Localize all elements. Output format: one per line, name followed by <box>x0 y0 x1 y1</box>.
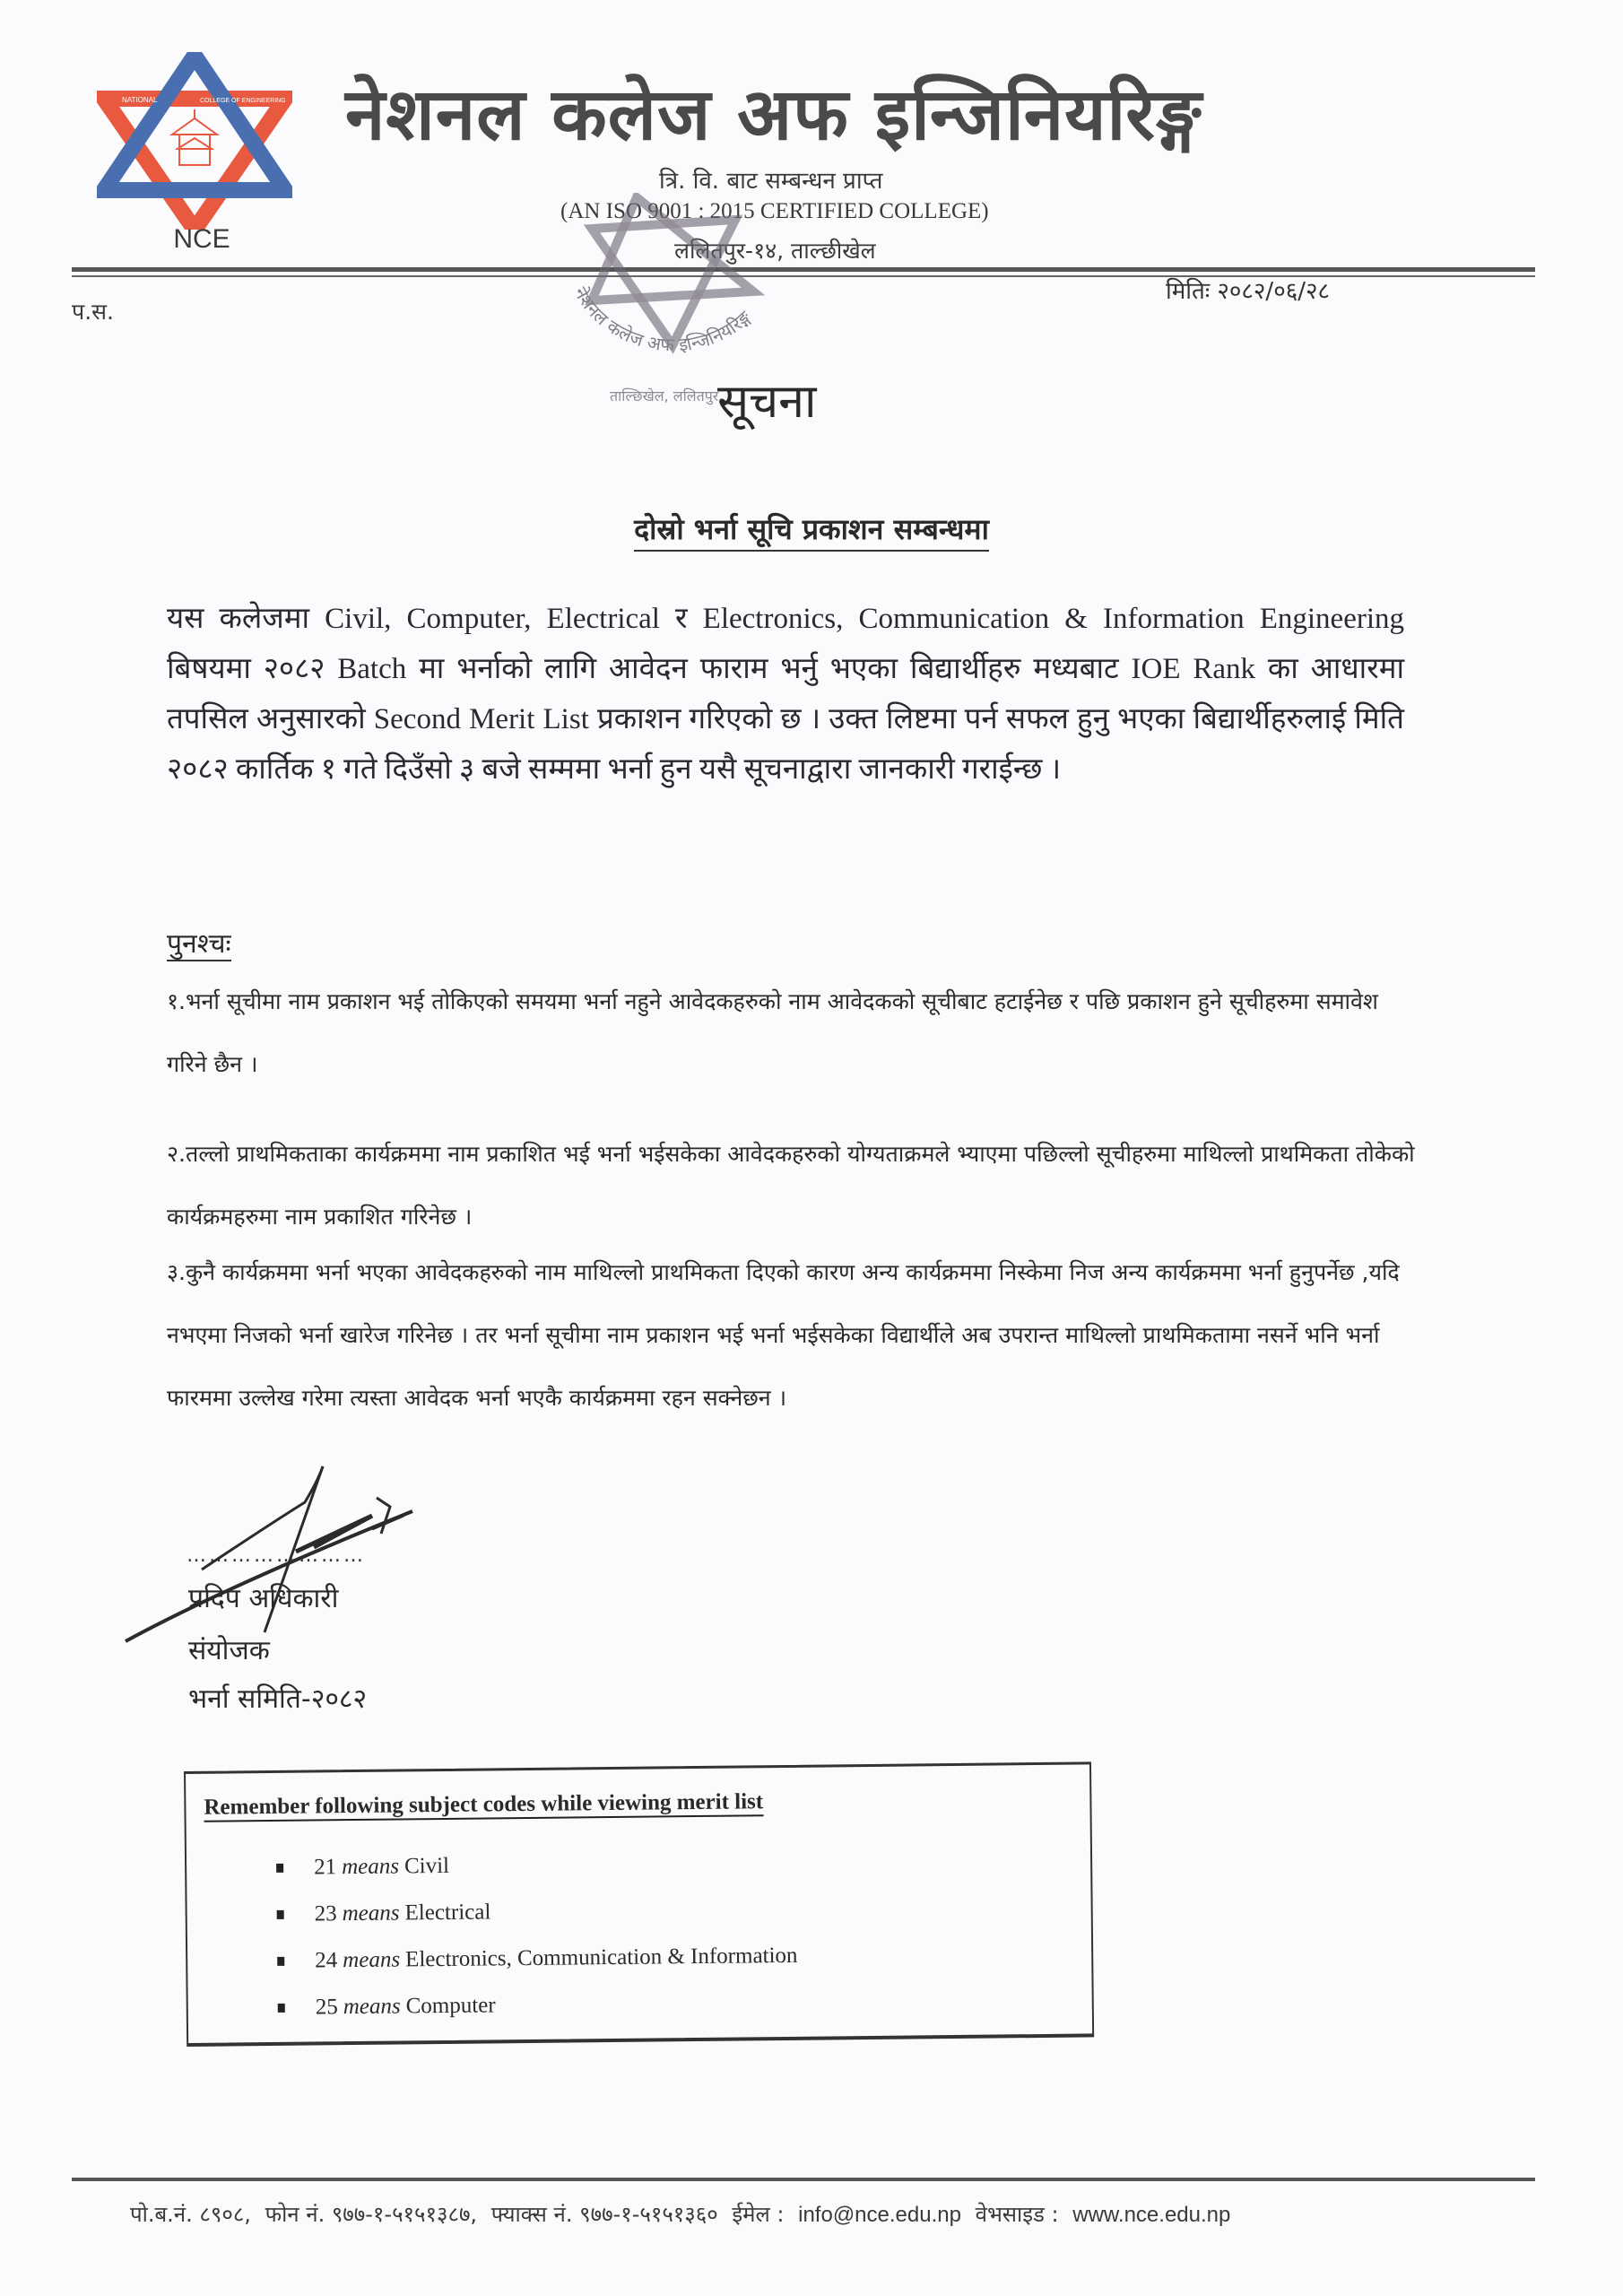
signature-line: …………………… <box>187 1544 366 1567</box>
website-label: वेभसाइड : <box>975 2202 1059 2227</box>
subject-code: 24 <box>315 1948 338 1973</box>
means-connector: means <box>341 1854 400 1880</box>
square-bullet-icon <box>277 1957 284 1966</box>
postscript-item: ३.कुनै कार्यक्रममा भर्ना भएका आवेदकहरुको नाम माथिल्लो प्राथमिकता दिएको कारण अन्य कार्यक्रममा निस्केमा निज अन्य कार्यक्रममा भर्ना हुनुपर्नेछ ,यदि नभएमा निजको भर्ना खारेज गरिनेछ । तर भर्ना सूचीमा नाम प्रकाशन भई भर्ना भईसकेका विद्यार्थीले अब उपरान्त माथिल्लो प्राथमिकतामा नसर्ने भनि भर्ना फारममा उल्लेख गरेमा त्यस्ता आवेदक भर्ना भएकै कार्यक्रममा रहन सक्नेछन । <box>167 1259 1400 1411</box>
stamp-text-inner: ताल्छिखेल, ललितपुर <box>610 387 719 404</box>
subject-code: 23 <box>314 1901 337 1926</box>
logo-blue-triangle <box>104 56 285 190</box>
subject-name: Civil <box>404 1853 450 1879</box>
college-name: नेशनल कलेज अफ इन्जिनियरिङ्ग <box>345 73 1202 156</box>
temple-icon <box>172 109 217 165</box>
notice-subject-text: दोस्रो भर्ना सूचि प्रकाशन सम्बन्धमा <box>634 512 989 552</box>
means-connector: means <box>343 1947 401 1973</box>
subject-codes-title: Remember following subject codes while viewing merit list <box>204 1789 763 1822</box>
email-link[interactable]: info@nce.edu.np <box>798 2203 961 2227</box>
square-bullet-icon <box>276 1864 283 1873</box>
subject-code-item <box>277 1933 798 1985</box>
postscript-item: १.भर्ना सूचीमा नाम प्रकाशन भई तोकिएको समयमा भर्ना नहुने आवेदकहरुको नाम आवेदकको सूचीबाट हटाईनेछ र पछि प्रकाशन हुने सूचीहरुमा समावेश गरिने छैन । <box>167 988 1378 1077</box>
college-address: ललितपुर-१४, ताल्छीखेल <box>674 238 876 264</box>
stamp-text-outer: नेशनल कलेज अफ इन्जिनियरिङ्ग <box>569 283 755 356</box>
notice-heading: सूचना <box>717 375 817 429</box>
notice-body: यस कलेजमा Civil, Computer, Electrical र Electronics, Communication & Information Engineering बिषयमा २०८२ Batch मा भर्नाको लागि आवेदन फाराम भर्नु भएका बिद्यार्थीहरु मध्यबाट IOE Rank का आधारमा तपसिल अनुसारको Second Merit List प्रकाशन गरिएको छ । उक्त लिष्टमा पर्न सफल हुनु भएका बिद्यार्थीहरुलाई मिति २०८२ कार्तिक १ गते दिउँसो ३ बजे सम्ममा भर्ना हुन यसै सूचनाद्वारा जानकारी गराईन्छ । <box>167 603 1404 786</box>
subject-code-item <box>276 1886 797 1938</box>
iso-certification: (AN ISO 9001 : 2015 CERTIFIED COLLEGE) <box>560 199 989 223</box>
logo-caption: NCE <box>173 224 230 254</box>
subject-name: Electronics, Communication & Information <box>404 1943 798 1972</box>
subject-name: Computer <box>405 1993 496 2019</box>
signatory-name: प्रदिप अधिकारी <box>188 1583 339 1614</box>
po-box: पो.ब.नं. ८९०८, <box>130 2202 251 2227</box>
subject-code-item <box>276 1839 797 1892</box>
subject-codes-list <box>276 1839 798 2031</box>
signatory-title: संयोजक <box>188 1635 270 1666</box>
means-connector: means <box>342 1900 400 1926</box>
subject-codes-box <box>184 1761 1094 2047</box>
signatory-committee: भर्ना समिति-२०८२ <box>188 1683 368 1715</box>
square-bullet-icon <box>277 1910 284 1919</box>
phone-number: फोन नं. ९७७-१-५१५१३८७, <box>265 2202 478 2227</box>
postscript-heading <box>167 924 231 961</box>
notice-date: मितिः २०८२/०६/२८ <box>1166 278 1331 305</box>
email-label: ईमेल : <box>732 2202 785 2227</box>
college-logo <box>97 52 292 230</box>
subject-name: Electrical <box>404 1900 491 1926</box>
notice-subject <box>0 509 1623 548</box>
footer-rule <box>72 2178 1535 2181</box>
postscript-heading-text: पुनश्चः <box>167 928 231 960</box>
logo-ring-text-national: NATIONAL <box>122 96 158 104</box>
website-link[interactable]: www.nce.edu.np <box>1072 2203 1231 2227</box>
square-bullet-icon <box>278 2004 285 2013</box>
fax-number: फ्याक्स नं. ९७७-१-५१५१३६० <box>490 2202 718 2227</box>
footer-contact <box>130 2199 1237 2229</box>
means-connector: means <box>343 1994 401 2020</box>
postscript-item: २.तल्लो प्राथमिकताका कार्यक्रममा नाम प्रकाशित भई भर्ना भईसकेका आवेदकहरुको योग्यताक्रमले भ्याएमा पछिल्लो सूचीहरुमा माथिल्लो प्राथमिकता तोकेको कार्यक्रमहरुमा नाम प्रकाशित गरिनेछ । <box>167 1141 1415 1230</box>
affiliation-text: त्रि. वि. बाट सम्बन्धन प्राप्त <box>659 168 883 195</box>
subject-code-item <box>277 1979 798 2031</box>
subject-code: 25 <box>315 1995 338 2020</box>
reference-number: प.स. <box>72 299 114 325</box>
subject-code: 21 <box>313 1855 337 1880</box>
logo-ring-text-college: COLLEGE OF ENGINEERING <box>200 98 286 104</box>
